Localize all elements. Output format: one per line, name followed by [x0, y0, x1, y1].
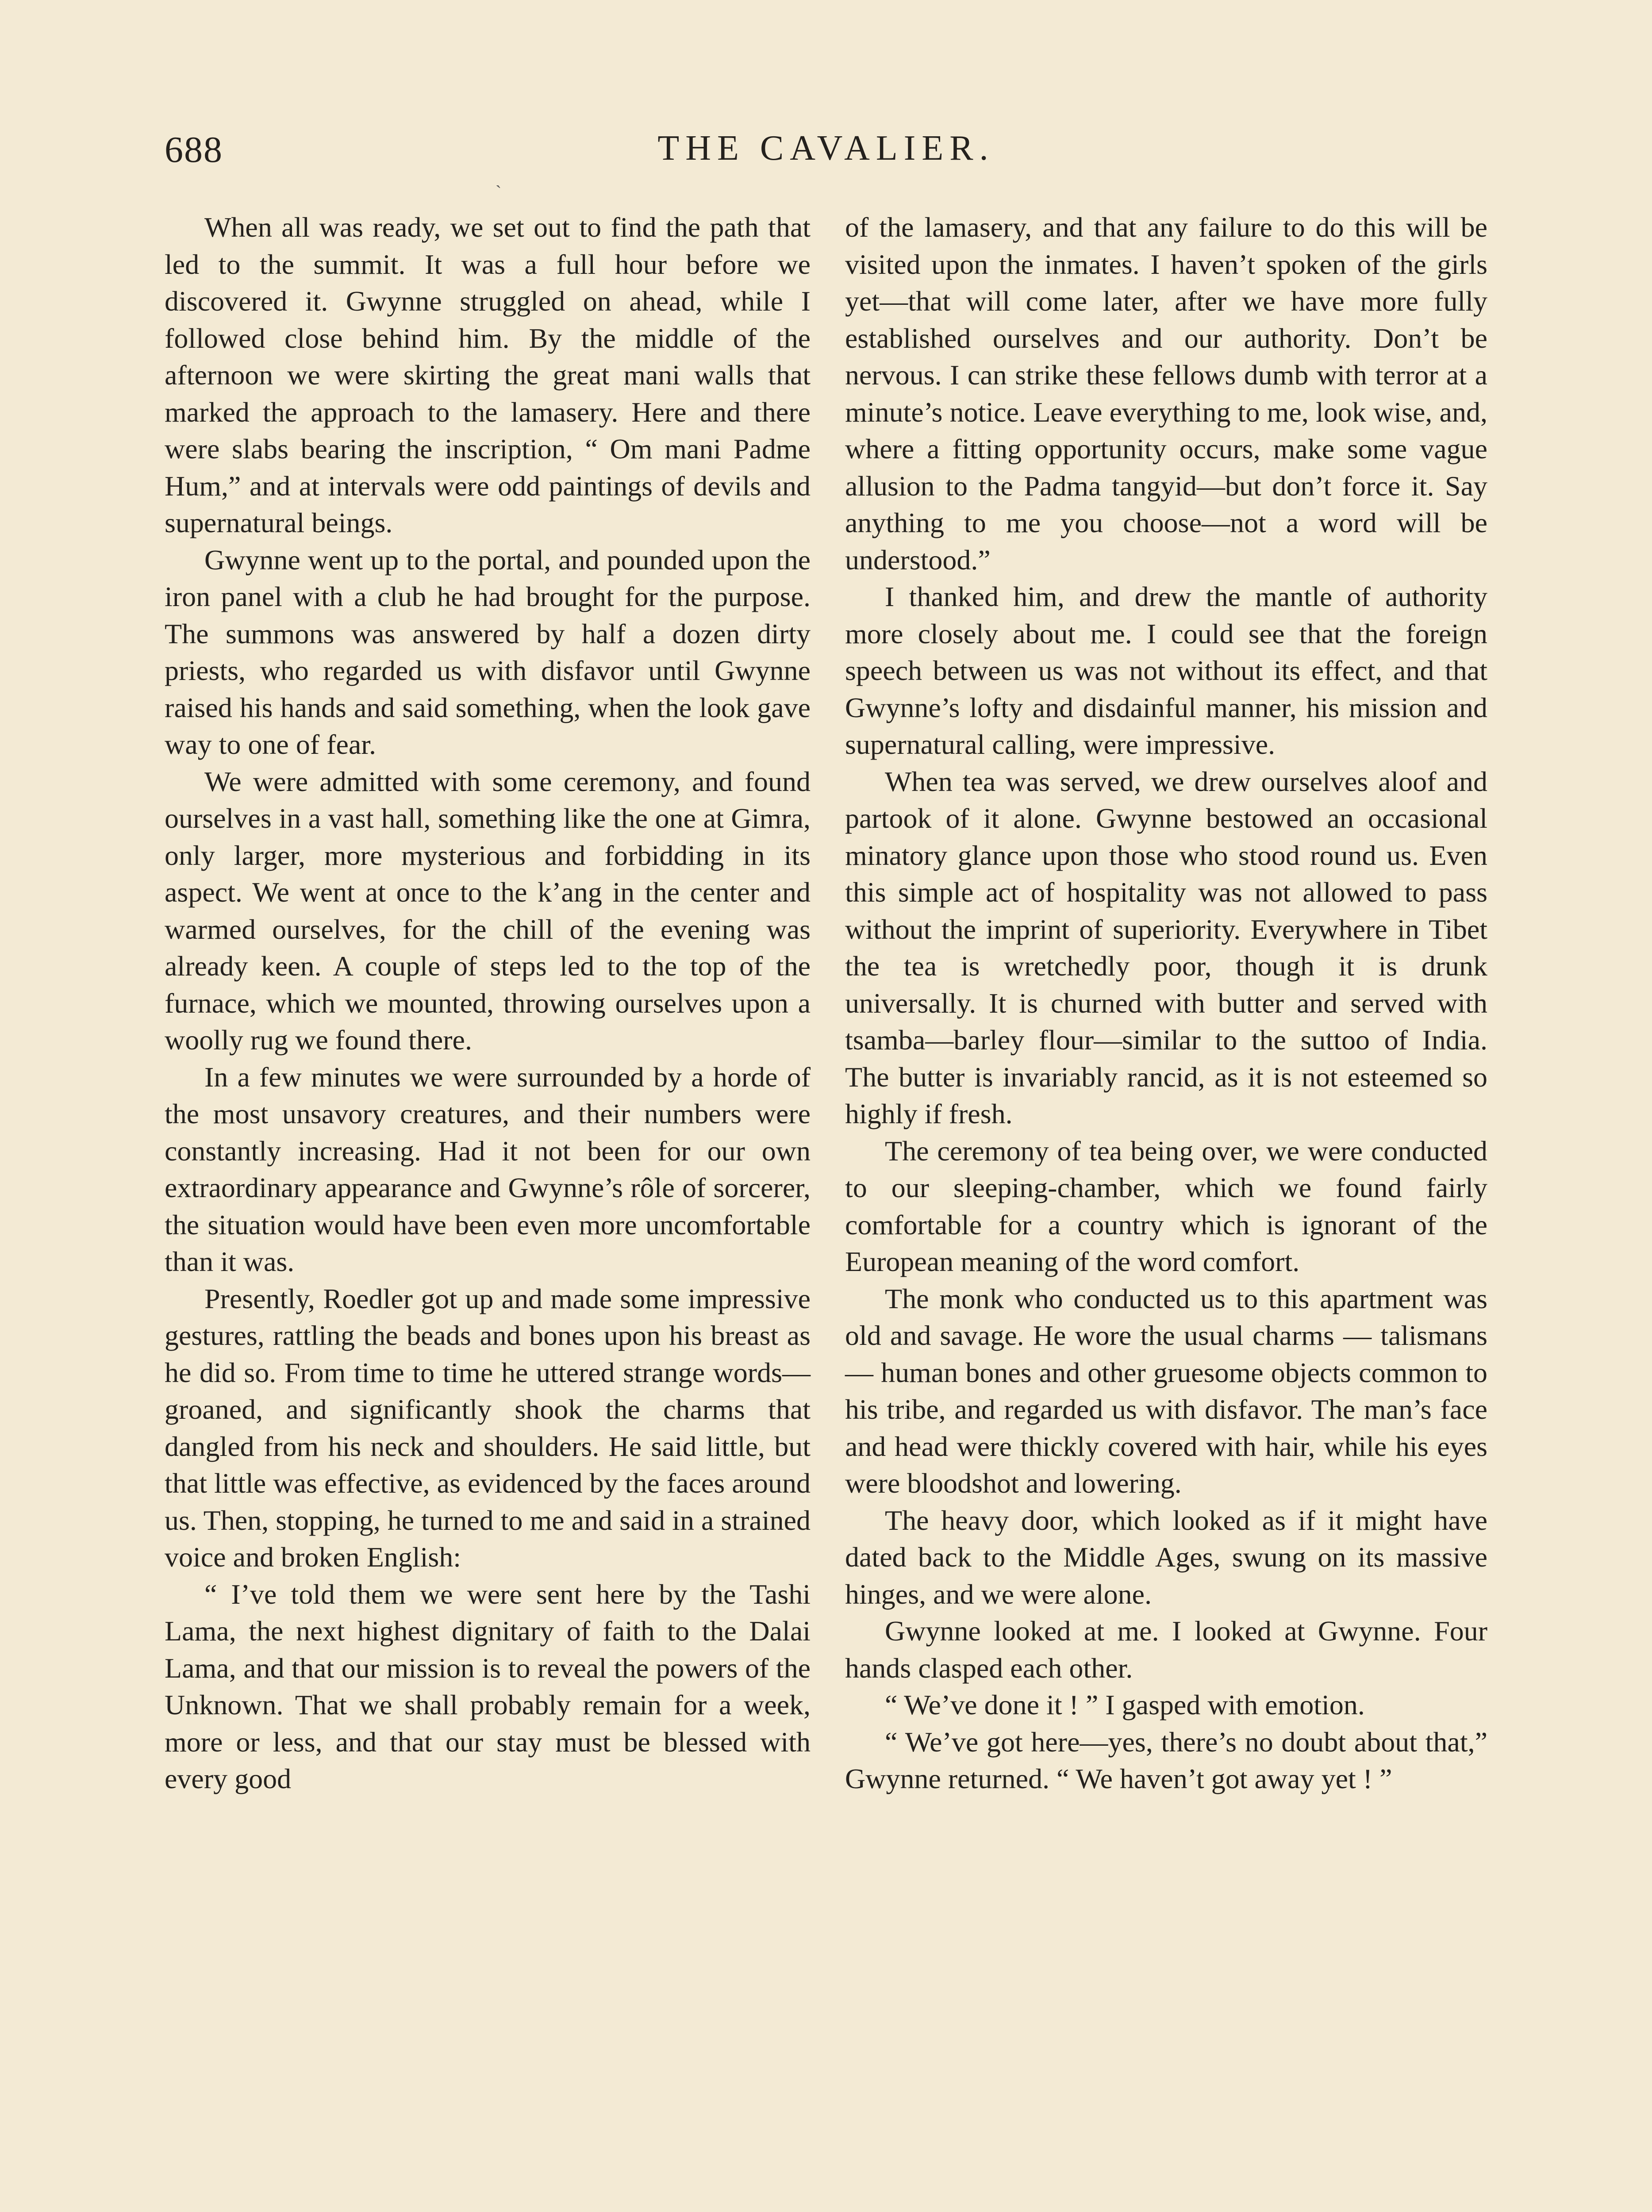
paragraph: The heavy door, which looked as if it might have dated back to the Middle Ages, swung on its massive hinges, and we were alone. — [845, 1504, 1487, 1610]
page-number: 688 — [165, 129, 223, 170]
paragraph: Gwynne went up to the portal, and pounded upon the iron panel with a club he had brought for the purpose. The summons was answered by half a dozen dirty priests, who regarded us with disfavor until Gwynne raised his hands and said something, when the look gave way to one of fear. — [165, 544, 811, 760]
paragraph: “ We’ve got here—yes, there’s no doubt about that,” Gwynne returned. “ We haven’t got away yet ! ” — [845, 1726, 1487, 1794]
left-column — [165, 209, 811, 1797]
paragraph: When all was ready, we set out to find the path that led to the summit. It was a full hour before we discovered it. Gwynne struggled on ahead, while I followed close behind him. By the middle of the afternoon we were skirting the great mani walls that marked the approach to the lamasery. Here and there were slabs bearing the inscription, “ Om mani Padme Hum,” and at intervals were odd paintings of devils and supernatural beings. — [165, 211, 811, 538]
right-column — [845, 209, 1487, 1797]
paragraph: The monk who conducted us to this apartment was old and savage. He wore the usual charms — talismans — human bones and other gruesome objects common to his tribe, and regarded us with disfavor. The man’s face and head were thickly covered with hair, while his eyes were bloodshot and lowering. — [845, 1283, 1487, 1499]
running-title: THE CAVALIER. — [657, 129, 995, 168]
print-mark: ˋ — [496, 182, 502, 202]
paragraph: I thanked him, and drew the mantle of authority more closely about me. I could see that the foreign speech between us was not without its effect, and that Gwynne’s lofty and disdainful manner, his mission and supernatural calling, were impressive. — [845, 581, 1487, 760]
paragraph: “ I’ve told them we were sent here by the Tashi Lama, the next highest dignitary of faith to the Dalai Lama, and that our mission is to reveal the powers of the Unknown. That we shall probably remain for a week, more or less, and that our stay must be blessed with every good — [165, 1578, 811, 1794]
paragraph-continued: of the lamasery, and that any failure to do this will be visited upon the inmates. I haven’t spoken of the girls yet—that will come later, after we have more fully established ourselves and our authority. Don’t be nervous. I can strike these fellows dumb with terror at a minute’s notice. Leave everything to me, look wise, and, where a fitting opportunity occurs, make some vague allusion to the Padma tangyid—but don’t force it. Say anything to me you choose—not a word will be understood.” — [845, 211, 1487, 576]
paragraph: Presently, Roedler got up and made some impressive gestures, rattling the beads and bones upon his breast as he did so. From time to time he uttered strange words—groaned, and significantly shook the charms that dangled from his neck and shoulders. He said little, but that little was effective, as evidenced by the faces around us. Then, stopping, he turned to me and said in a strained voice and broken English: — [165, 1283, 811, 1573]
paragraph: In a few minutes we were surrounded by a horde of the most unsavory creatures, and their numbers were constantly increasing. Had it not been for our own extraordinary appearance and Gwynne’s rôle of sorcerer, the situation would have been even more uncomfortable than it was. — [165, 1061, 811, 1277]
paragraph: “ We’ve done it ! ” I gasped with emotion. — [885, 1689, 1365, 1720]
paragraph: When tea was served, we drew ourselves aloof and partook of it alone. Gwynne bestowed an occasional minatory glance upon those who stood round us. Even this simple act of hospitality was not allowed to pass without the imprint of superiority. Everywhere in Tibet the tea is wretchedly poor, though it is drunk universally. It is churned with butter and served with tsamba—barley flour—similar to the suttoo of India. The butter is invariably rancid, as it is not esteemed so highly if fresh. — [845, 765, 1487, 1129]
paragraph: We were admitted with some ceremony, and found ourselves in a vast hall, something like the one at Gimra, only larger, more mysterious and forbidding in its aspect. We went at once to the k’ang in the center and warmed ourselves, for the chill of the evening was already keen. A couple of steps led to the top of the furnace, which we mounted, throwing ourselves upon a woolly rug we found there. — [165, 765, 811, 1056]
paragraph: Gwynne looked at me. I looked at Gwynne. Four hands clasped each other. — [845, 1615, 1487, 1684]
paragraph: The ceremony of tea being over, we were conducted to our sleeping-chamber, which we found fairly comfortable for a country which is ignorant of the European meaning of the word comfort. — [845, 1135, 1487, 1277]
